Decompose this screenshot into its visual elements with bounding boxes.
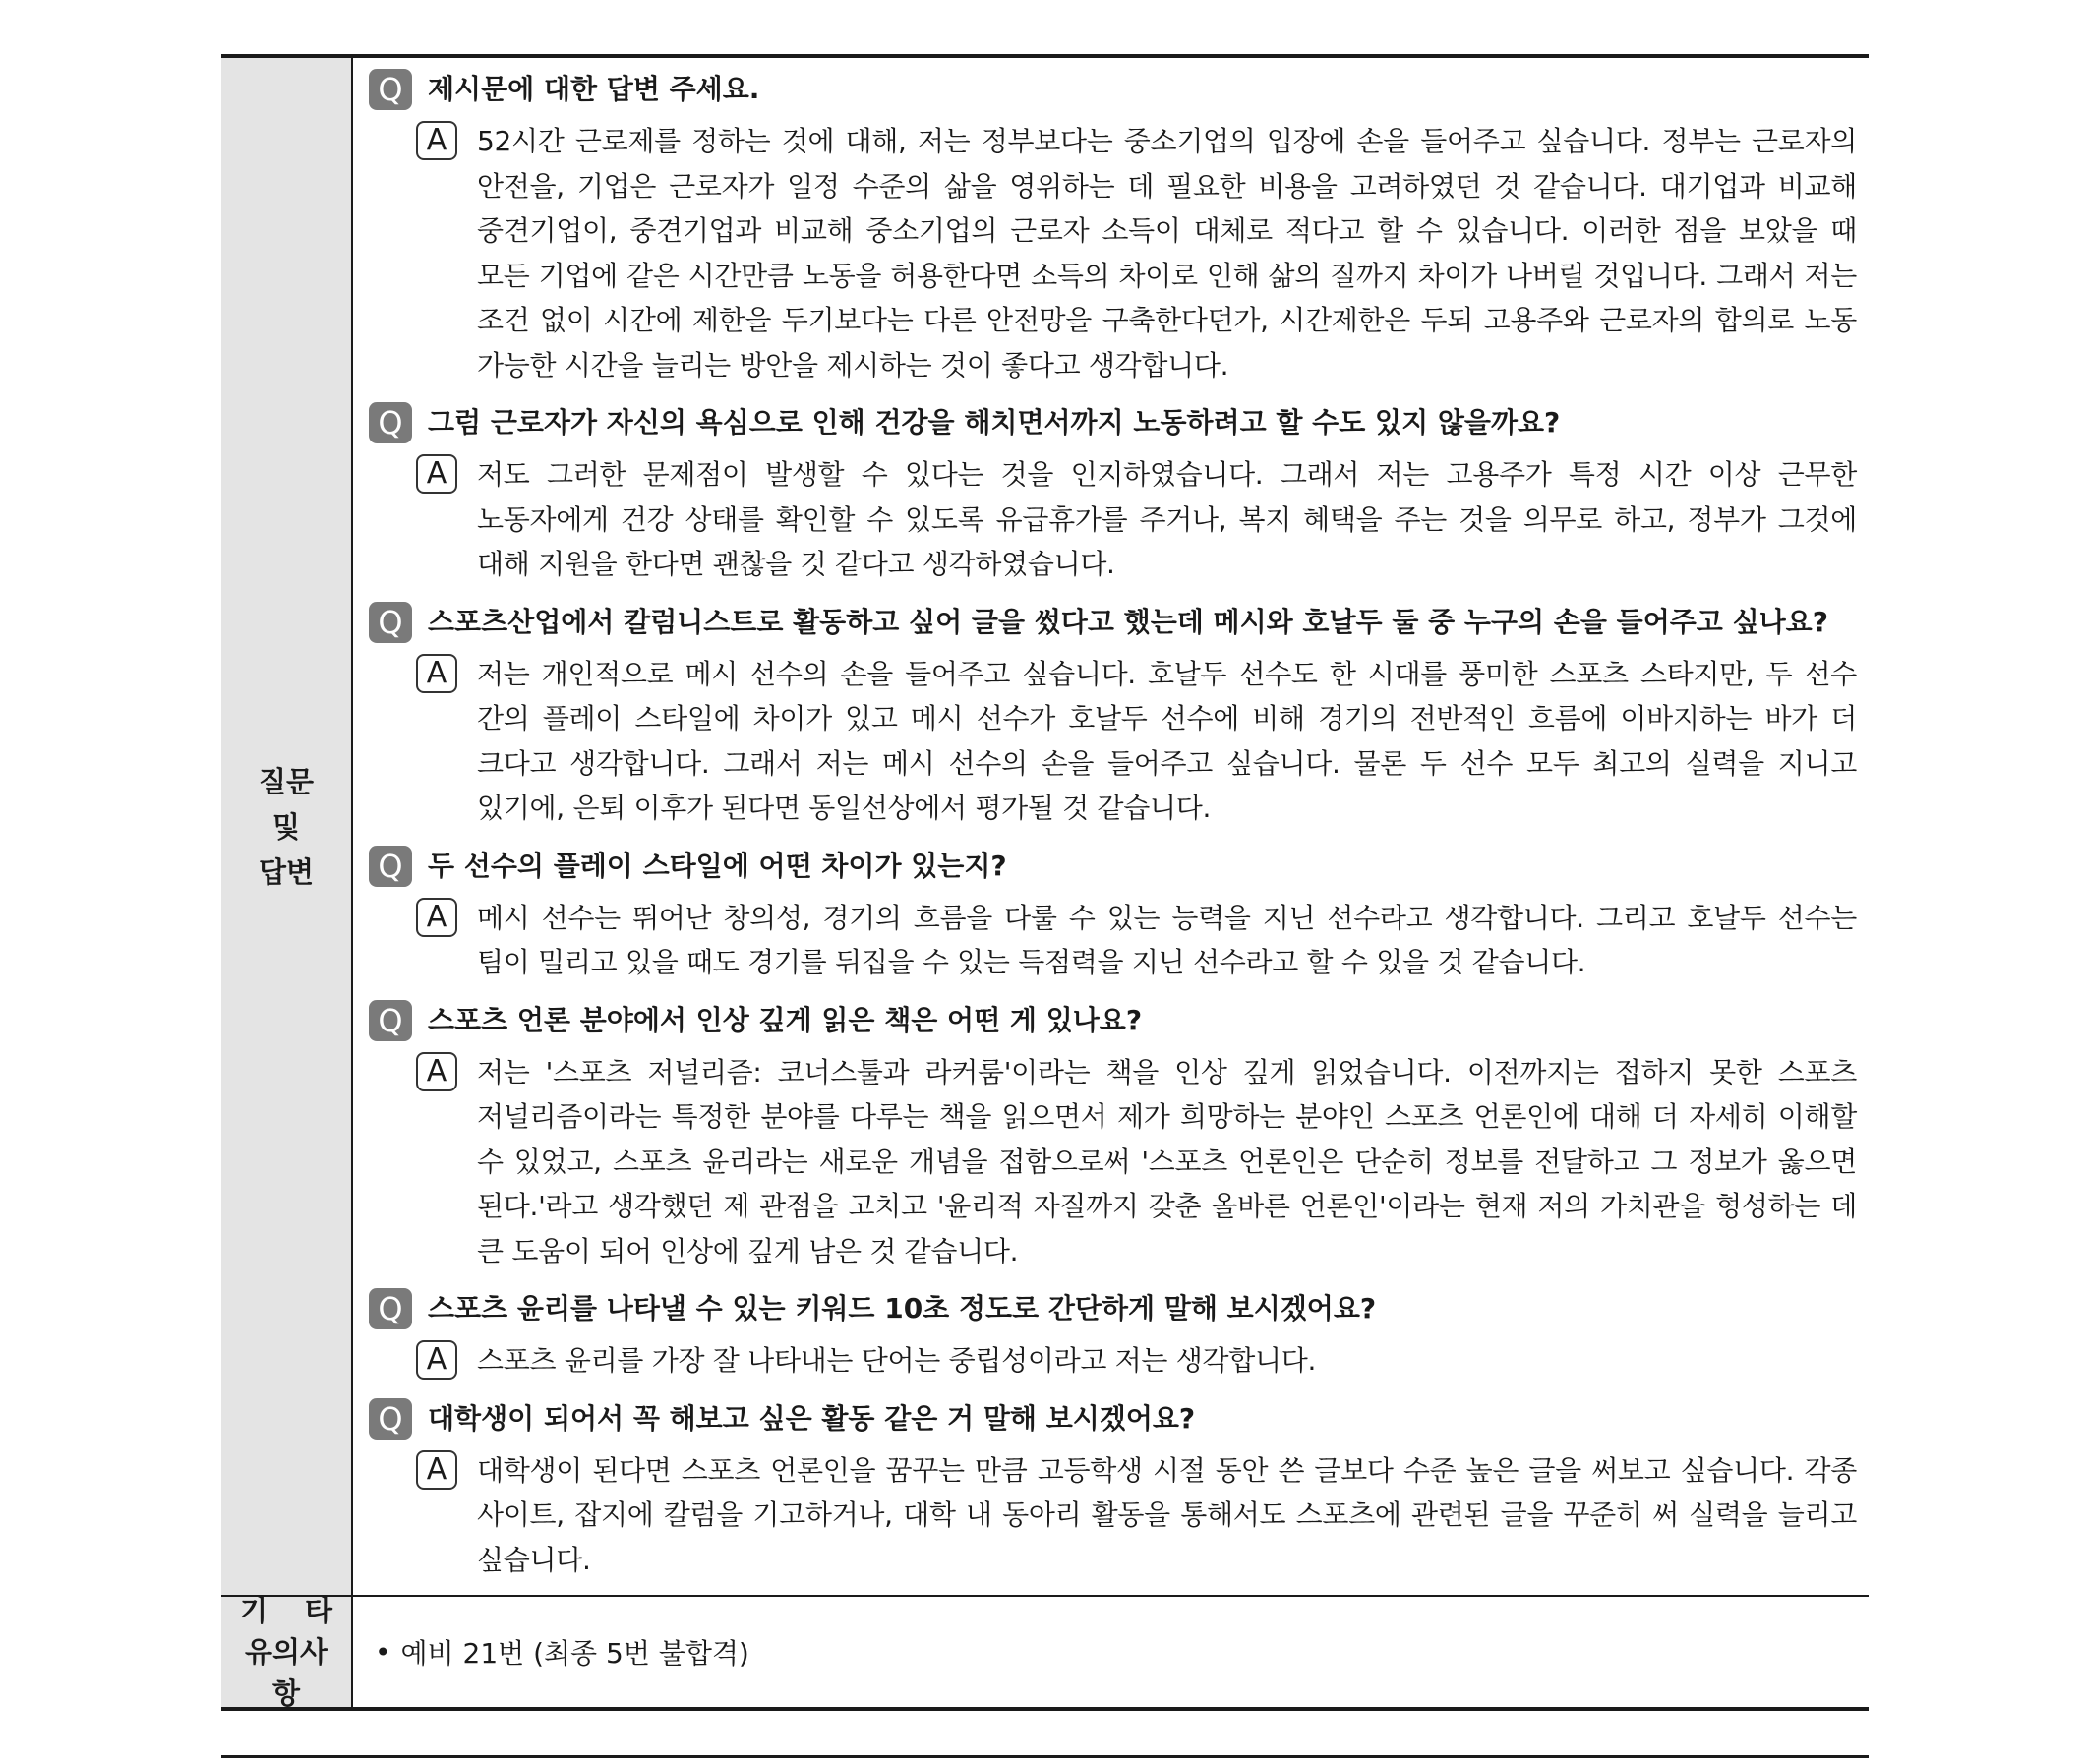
answer-text: 저도 그러한 문제점이 발생할 수 있다는 것을 인지하였습니다. 그래서 저는 고용주가 특정 시간 이상 근무한 노동자에게 건강 상태를 확인할 수 있도록 유급휴가를 주거나, 복지 혜택을 주는 것을 의무로 하고, 정부가 그것에 대해 지원을 한다면 괜찮을 것 같다고 생각하였습니다. <box>477 458 1857 580</box>
answer-block <box>416 1338 1857 1383</box>
question-badge: Q <box>369 1398 412 1440</box>
etc-content <box>353 1597 1869 1707</box>
qa-label: 질문 및 답변 <box>258 764 315 889</box>
answer-badge: A <box>416 454 457 494</box>
question-line <box>369 1397 1857 1441</box>
question-badge: Q <box>369 69 412 110</box>
interview-record-table <box>221 54 1869 1711</box>
etc-note: 예비 21번 (최종 5번 불합격) <box>400 1637 749 1670</box>
etc-label-char-2: 타 <box>304 1594 332 1627</box>
answer-text: 저는 개인적으로 메시 선수의 손을 들어주고 싶습니다. 호날두 선수도 한 시대를 풍미한 스포츠 스타지만, 두 선수 간의 플레이 스타일에 차이가 있고 메시 선수가 호날두 선수에 비해 경기의 전반적인 흐름에 이바지하는 바가 더 크다고 생각합니다. 그래서 저는 메시 선수의 손을 들어주고 싶습니다. 물론 두 선수 모두 최고의 실력을 지니고 있기에, 은퇴 이후가 된다면 동일선상에서 평가될 것 같습니다. <box>477 657 1857 824</box>
etc-label-line-2: 유의사항 <box>244 1635 328 1710</box>
etc-label-cell <box>221 1594 353 1710</box>
question-text: 두 선수의 플레이 스타일에 어떤 차이가 있는지? <box>428 849 1007 882</box>
answer-badge: A <box>416 121 457 160</box>
answer-block <box>416 452 1857 587</box>
etc-row <box>221 1594 1869 1710</box>
question-text: 스포츠 언론 분야에서 인상 깊게 읽은 책은 어떤 게 있나요? <box>428 1003 1143 1036</box>
bullet: • <box>375 1635 391 1669</box>
question-line <box>369 68 1857 111</box>
answer-block <box>416 1050 1857 1274</box>
answer-badge: A <box>416 1340 457 1380</box>
qa-row <box>221 58 1869 1595</box>
question-line <box>369 401 1857 444</box>
question-text: 대학생이 되어서 꼭 해보고 싶은 활동 같은 거 말해 보시겠어요? <box>428 1401 1196 1435</box>
answer-block <box>416 119 1857 387</box>
answer-text: 52시간 근로제를 정하는 것에 대해, 저는 정부보다는 중소기업의 입장에 손을 들어주고 싶습니다. 정부는 근로자의 안전을, 기업은 근로자가 일정 수준의 삶을 영위하는 데 필요한 비용을 고려하였던 것 같습니다. 대기업과 비교해 중견기업이, 중견기업과 비교해 중소기업의 근로자 소득이 대체로 적다고 할 수 있습니다. 이러한 점을 보았을 때 모든 기업에 같은 시간만큼 노동을 허용한다면 소득의 차이로 인해 삶의 질까지 차이가 나버릴 것입니다. 그래서 저는 조건 없이 시간에 제한을 두기보다는 다른 안전망을 구축한다던가, 시간제한은 두되 고용주와 근로자의 합의로 노동 가능한 시간을 늘리는 방안을 제시하는 것이 좋다고 생각합니다. <box>477 125 1857 382</box>
answer-badge: A <box>416 1052 457 1091</box>
qa-content <box>353 58 1869 1595</box>
bottom-rule <box>221 1707 1869 1711</box>
answer-block <box>416 896 1857 985</box>
question-badge: Q <box>369 846 412 887</box>
question-line <box>369 601 1857 644</box>
answer-text: 대학생이 된다면 스포츠 언론인을 꿈꾸는 만큼 고등학생 시절 동안 쓴 글보다 수준 높은 글을 써보고 싶습니다. 각종 사이트, 잡지에 칼럼을 기고하거나, 대학 내 동아리 활동을 통해서도 스포츠에 관련된 글을 꾸준히 써 실력을 늘리고 싶습니다. <box>477 1453 1857 1576</box>
qa-label-cell <box>221 58 353 1595</box>
question-text: 그럼 근로자가 자신의 욕심으로 인해 건강을 해치면서까지 노동하려고 할 수도 있지 않을까요? <box>428 406 1561 439</box>
answer-badge: A <box>416 654 457 693</box>
question-text: 스포츠산업에서 칼럼니스트로 활동하고 싶어 글을 썼다고 했는데 메시와 호날두 둘 중 누구의 손을 들어주고 싶나요? <box>428 605 1828 638</box>
answer-badge: A <box>416 1450 457 1490</box>
question-text: 스포츠 윤리를 나타낼 수 있는 키워드 10초 정도로 간단하게 말해 보시겠어요? <box>428 1292 1377 1324</box>
answer-badge: A <box>416 898 457 937</box>
answer-text: 메시 선수는 뛰어난 창의성, 경기의 흐름을 다룰 수 있는 능력을 지닌 선수라고 생각합니다. 그리고 호날두 선수는 팀이 밀리고 있을 때도 경기를 뒤집을 수 있는 득점력을 지닌 선수라고 할 수 있을 것 같습니다. <box>477 901 1857 978</box>
answer-text: 저는 '스포츠 저널리즘: 코너스툴과 라커룸'이라는 책을 인상 깊게 읽었습니다. 이전까지는 접하지 못한 스포츠 저널리즘이라는 특정한 분야를 다루는 책을 읽으면서 제가 희망하는 분야인 스포츠 언론인에 대해 더 자세히 이해할 수 있었고, 스포츠 윤리라는 새로운 개념을 접함으로써 '스포츠 언론인은 단순히 정보를 전달하고 그 정보가 옳으면 된다.'라고 생각했던 제 관점을 고치고 '윤리적 자질까지 갖춘 올바른 언론인'이라는 현재 저의 가치관을 형성하는 데 큰 도움이 되어 인상에 깊게 남은 것 같습니다. <box>477 1055 1857 1267</box>
answer-text: 스포츠 윤리를 가장 잘 나타내는 단어는 중립성이라고 저는 생각합니다. <box>477 1344 1317 1377</box>
question-badge: Q <box>369 402 412 443</box>
question-badge: Q <box>369 1000 412 1041</box>
answer-block <box>416 652 1857 831</box>
etc-label <box>232 1590 340 1714</box>
question-line <box>369 999 1857 1042</box>
question-badge: Q <box>369 602 412 643</box>
page-footer-rule <box>221 1755 1869 1758</box>
question-line <box>369 1287 1857 1330</box>
question-badge: Q <box>369 1288 412 1329</box>
answer-block <box>416 1448 1857 1583</box>
question-line <box>369 845 1857 888</box>
question-text: 제시문에 대한 답변 주세요. <box>428 73 760 105</box>
etc-label-char-1: 기 <box>240 1594 268 1627</box>
